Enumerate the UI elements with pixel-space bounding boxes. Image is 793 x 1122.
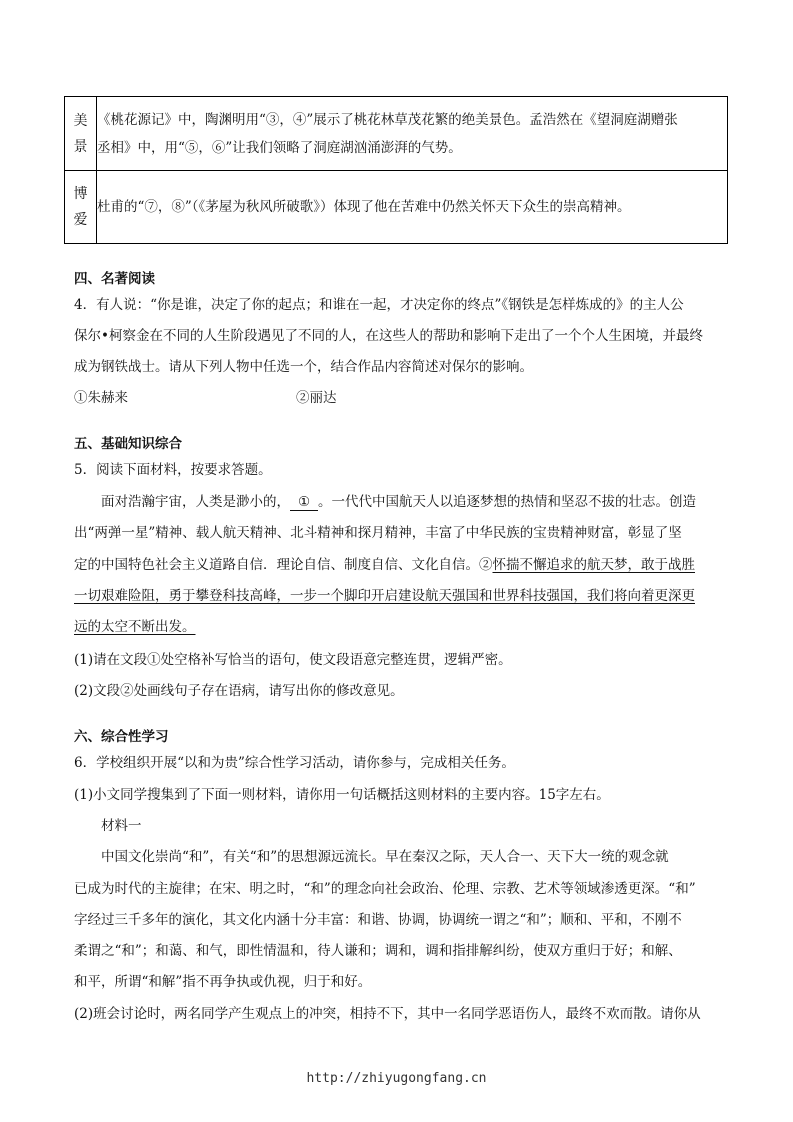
- material-line: 柔谓之“和”；和蔼、和气，即性情温和，待人谦和；调和，调和指排解纠纷，使双方重归于好；和解、: [74, 943, 682, 959]
- section-heading-comprehensive: 六、综合性学习: [74, 729, 169, 745]
- question-text: 成为钢铁战士。请从下列人物中任选一个，结合作品内容简述对保尔的影响。: [74, 359, 533, 375]
- content-line: 《桃花源记》中，陶渊明用“③，④”展示了桃花林草茂花繁的绝美景色。孟浩然在《望洞庭湖赠张: [97, 111, 678, 128]
- subquestion: (1)小文同学搜集到了下面一则材料，请你用一句话概括这则材料的主要内容。15字左右。: [74, 787, 610, 803]
- passage-text: 面对浩瀚宇宙，人类是渺小的，: [101, 494, 290, 510]
- subquestion: (2)文段②处画线句子存在语病，请写出你的修改意见。: [74, 683, 404, 699]
- table-row-love: [65, 171, 728, 244]
- section-heading-reading: 四、名著阅读: [74, 271, 155, 287]
- question-text: 保尔•柯察金在不同的人生阶段遇见了不同的人，在这些人的帮助和影响下走出了一个个人生困境，并最终: [74, 328, 703, 344]
- category-cell-scenery: 美 景: [65, 97, 97, 171]
- material-line: 已成为时代的主旋律；在宋、明之时，“和”的理念向社会政治、伦理、宗教、艺术等领域渗透更深。“和”: [74, 881, 696, 897]
- section-heading-basic: 五、基础知识综合: [74, 436, 182, 452]
- material-line: 中国文化崇尚“和”，有关“和”的思想源远流长。早在秦汉之际，天人合一、天下大一统的观念就: [101, 849, 669, 865]
- option-lida: ②丽达: [296, 390, 337, 406]
- poetry-table: [64, 96, 728, 244]
- question-intro: 6．学校组织开展“以和为贵”综合性学习活动，请你参与，完成相关任务。: [74, 755, 515, 771]
- passage-line: [74, 553, 734, 573]
- passage-text: 定的中国特色社会主义道路自信．理论自信、制度自信、文化自信。②: [74, 557, 493, 573]
- content-line: 杜甫的“⑦，⑧”（《茅屋为秋风所破歌》）体现了他在苦难中仍然关怀天下众生的崇高精神。: [97, 199, 631, 215]
- option-line: [74, 386, 734, 406]
- underlined-sentence: 怀揣不懈追求的航天梦，敢于战胜: [492, 557, 695, 573]
- underlined-sentence: 一切艰难险阻，勇于攀登科技高峰，一步一个脚印开启建设航天强国和世界科技强国，我们将向着更深更: [74, 588, 695, 604]
- subquestion: (2)班会讨论时，两名同学产生观点上的冲突，相持不下，其中一名同学恶语伤人，最终不欢而散。请你从: [74, 1006, 701, 1022]
- passage-line: [101, 490, 761, 511]
- fill-blank: ①: [290, 494, 318, 511]
- option-zhuhelai: ①朱赫来: [74, 390, 128, 406]
- material-line: 字经过三千多年的演化，其文化内涵十分丰富：和谐、协调，协调统一谓之“和”；顺和、平和，不刚不: [74, 912, 682, 928]
- material-line: 和平，所谓“和解”指不再争执或仇视，归于和好。: [74, 974, 372, 990]
- footer-url: http://zhiyugongfang.cn: [306, 1071, 487, 1086]
- passage-line: 出“两弹一星”精神、载人航天精神、北斗精神和探月精神，丰富了中华民族的宝贵精神财富，彰显了坚: [74, 525, 682, 541]
- question-text: 4．有人说：“你是谁，决定了你的起点；和谁在一起，才决定你的终点”《钢铁是怎样炼成的》的主人公: [74, 297, 684, 313]
- passage-line: [74, 615, 734, 635]
- content-cell-scenery: [97, 97, 728, 171]
- content-cell-love: [97, 171, 728, 244]
- passage-text: 。一代代中国航天人以追逐梦想的热情和坚忍不拔的壮志。创造: [318, 494, 696, 510]
- material-title: 材料一: [101, 818, 142, 834]
- subquestion: (1)请在文段①处空格补写恰当的语句，使文段语意完整连贯，逻辑严密。: [74, 652, 512, 668]
- category-cell-love: 博 爱: [65, 171, 97, 244]
- underlined-sentence: 远的太空不断出发。: [74, 619, 196, 635]
- content-line: 丞相》中，用“⑤，⑥”让我们领略了洞庭湖汹涌澎湃的气势。: [97, 139, 462, 156]
- table-row-scenery: [65, 97, 728, 171]
- question-intro: 5．阅读下面材料，按要求答题。: [74, 462, 272, 478]
